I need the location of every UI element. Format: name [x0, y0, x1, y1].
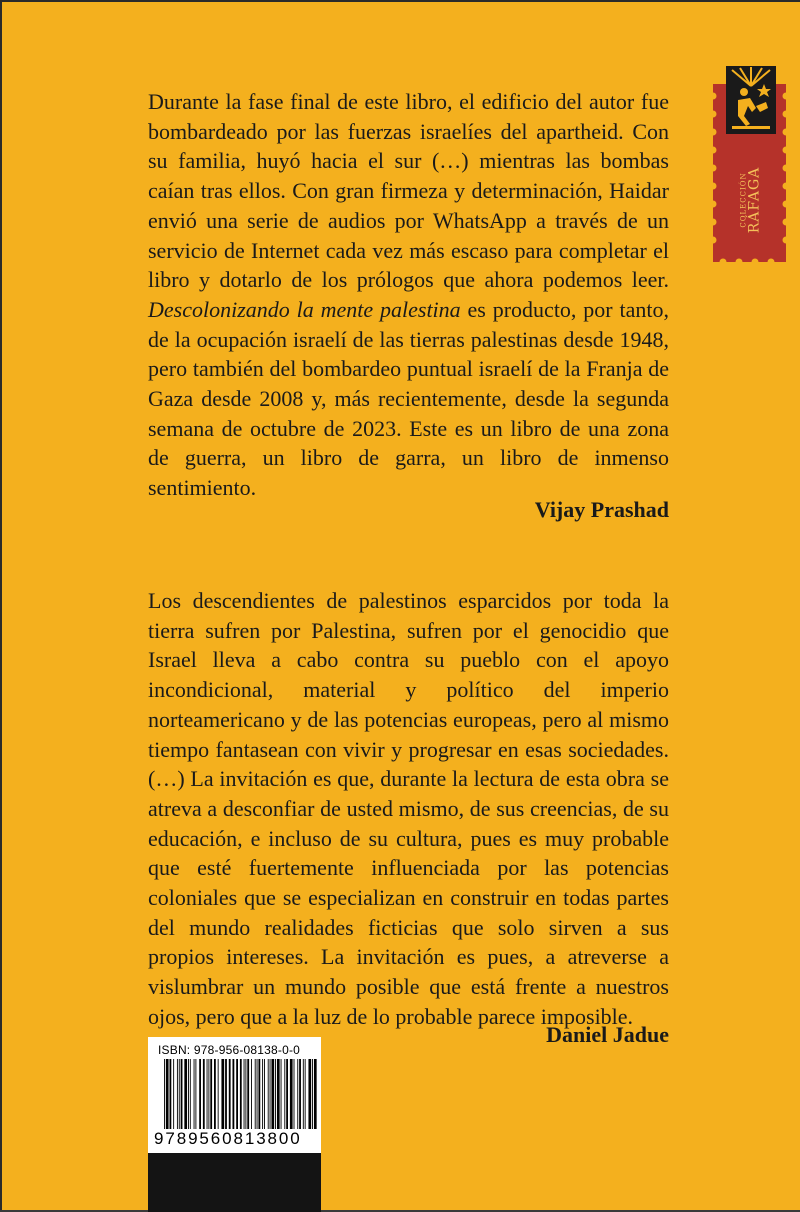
quote-vijay-prashad — [148, 87, 669, 503]
barcode-bar — [214, 1059, 216, 1129]
quote-1-text-start: Durante la fase final de este libro, el edificio del autor fue bombardeado por las fuerzas israelíes del apartheid. Con su familia, huyó hacia el sur (…) mientras las bombas caían tras ellos. Con gran firmeza y determinación, Haidar envió una serie de audios por WhatsApp a través de un servicio de Internet cada vez más escaso para completar el libro y dotarlo de los prólogos que ahora podemos leer. — [148, 89, 669, 293]
barcode-bar — [251, 1059, 252, 1129]
barcode-bar — [177, 1059, 178, 1129]
barcode-bar — [199, 1059, 201, 1129]
quote-2-author: Daniel Jadue — [546, 1022, 669, 1047]
barcode-bar — [286, 1059, 288, 1129]
barcode-bar — [257, 1059, 258, 1135]
barcode-bar — [314, 1059, 317, 1129]
barcode-bar — [194, 1059, 195, 1129]
barcode-bar — [229, 1059, 231, 1129]
quote-1-text-end: es producto, por tanto, de la ocupación israelí de las tierras palestinas desde 1948, pero también del bombardeo puntual israelí de la Franja de Gaza desde 2008 y, más recientemente, desde la segunda semana de octubre de 2023. Este es un libro de una zona de guerra, un libro de garra, un libro de inmenso sentimiento. — [148, 296, 669, 501]
barcode-bar — [240, 1059, 242, 1129]
barcode-bar — [203, 1059, 205, 1129]
barcode-bar — [164, 1059, 165, 1135]
quote-daniel-jadue: Los descendientes de palestinos esparcidos por toda la tierra sufren por Palestina, sufren por el genocidio que Israel lleva a cabo contra su pueblo con el apoyo incondicional, material y político del imperio norteamericano y de las potencias europeas, pero al mismo tiempo fantasean con vivir y progresar en esas sociedades. (…) La invitación es que, durante la lectura de esta obra se atreva a desconfiar de usted mismo, de sus creencias, de su educación, e incluso de su cultura, pues es muy probable que esté fuertemente influenciada por las potencias coloniales que se especializan en construir en todas partes del mundo realidades ficticias que solo sirven a sus propios intereses. La invitación es pues, a atreverse a vislumbrar un mundo posible que está frente a nuestros ojos, pero que a la luz de lo probable parece imposible. — [148, 588, 669, 1029]
barcode-bar — [284, 1059, 285, 1129]
barcode-bar — [262, 1059, 263, 1129]
barcode-bar — [305, 1059, 306, 1129]
barcode-bar — [264, 1059, 265, 1129]
isbn-label: ISBN: 978-956-08138-0-0 — [158, 1043, 301, 1057]
barcode-bar — [184, 1059, 187, 1129]
barcode-bar — [166, 1059, 169, 1135]
barcode-bar — [297, 1059, 298, 1129]
barcode-bar — [290, 1059, 293, 1129]
collection-label — [718, 140, 784, 260]
barcode-bar — [312, 1059, 313, 1129]
barcode-bar — [190, 1059, 191, 1129]
barcode-bar — [225, 1059, 227, 1129]
barcode-bar — [303, 1059, 304, 1129]
barcode-bar — [281, 1059, 282, 1129]
barcode-bar — [188, 1059, 189, 1129]
barcode-bar — [268, 1059, 269, 1129]
barcode-bar — [233, 1059, 235, 1129]
barcode-bar — [245, 1059, 246, 1129]
barcode-bar — [236, 1059, 238, 1129]
barcode-bar — [275, 1059, 276, 1129]
barcode-bar — [277, 1059, 280, 1129]
barcode-bar — [255, 1059, 256, 1129]
barcode-bar — [207, 1059, 208, 1129]
barcode-bar — [170, 1059, 172, 1129]
book-title: Descolonizando la mente palestina — [148, 296, 461, 322]
page-edge — [0, 0, 2, 1212]
barcode-bar — [179, 1059, 180, 1129]
page-edge — [0, 0, 800, 2]
barcode-bar — [294, 1059, 295, 1129]
barcode-bar — [271, 1059, 274, 1129]
barcode-bar — [244, 1059, 245, 1129]
barcode-bar — [195, 1059, 196, 1129]
barcode-bar — [173, 1059, 174, 1129]
barcode-bar — [218, 1059, 219, 1129]
barcode-bar — [210, 1059, 212, 1129]
barcode-bar — [221, 1059, 224, 1129]
collection-logo-icon — [722, 56, 780, 140]
barcode-bar — [270, 1059, 271, 1129]
barcode-bar — [299, 1059, 301, 1129]
quote-1-author: Vijay Prashad — [534, 497, 669, 522]
barcode-bar — [208, 1059, 209, 1129]
collection-small-label: COLECCIÓN — [738, 172, 747, 228]
barcode-bar — [308, 1059, 311, 1129]
barcode-bar — [247, 1059, 249, 1129]
collection-name: RÁFAGA — [746, 166, 763, 234]
barcode-digits: 9789560813800 — [154, 1129, 318, 1149]
barcode-bar — [181, 1059, 183, 1129]
barcode — [148, 1037, 321, 1153]
black-band — [148, 1153, 321, 1212]
barcode-bar — [258, 1059, 260, 1135]
